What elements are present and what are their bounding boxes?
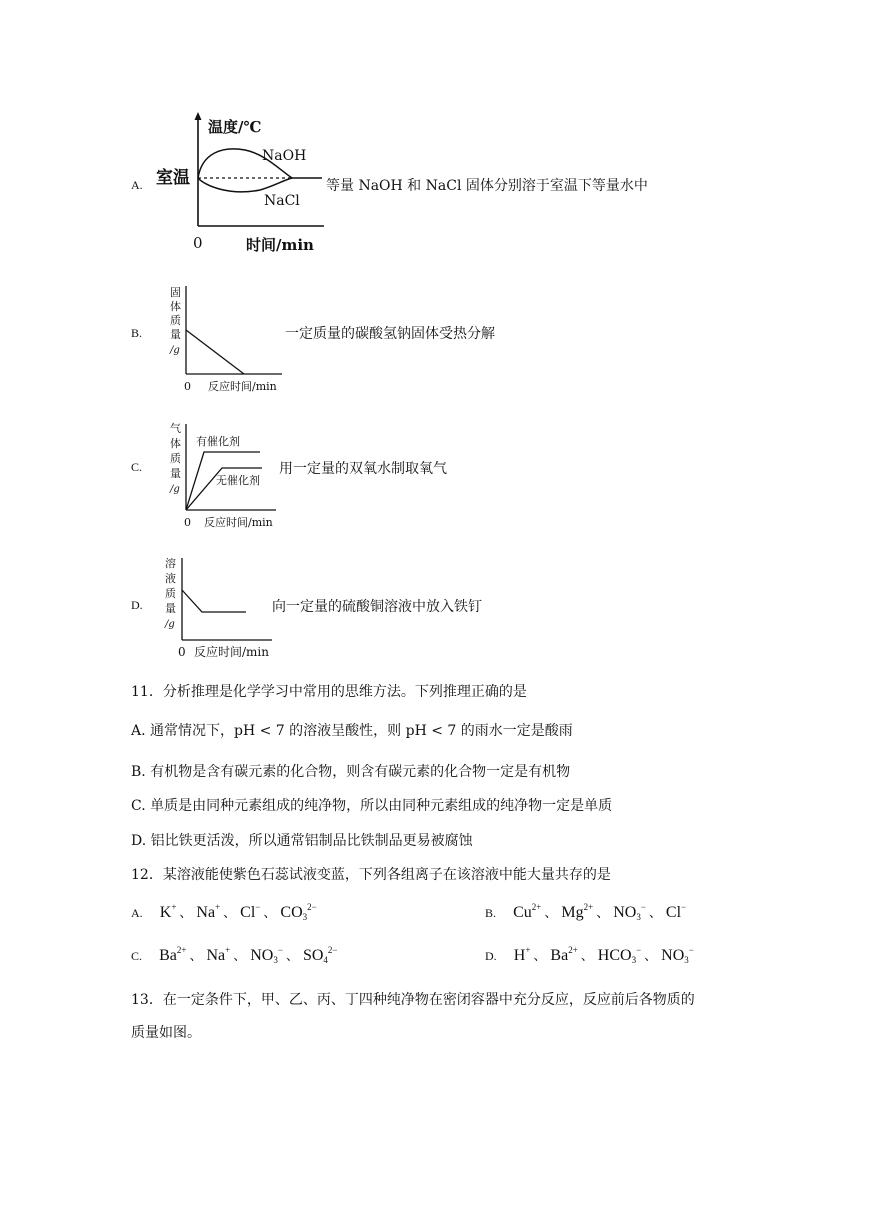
ion-formula: $NO_3^-$ (613, 902, 646, 922)
ion-list (513, 902, 686, 921)
ion-formula: Cl− (240, 902, 261, 921)
y-label-char: 量 (170, 467, 181, 480)
option-b (485, 902, 686, 922)
y-label-char: 溶 (165, 557, 176, 570)
option-letter: D. (485, 949, 497, 963)
option-a: A. 通常情况下，pH < 7 的溶液呈酸性，则 pH < 7 的雨水一定是酸雨 (131, 723, 573, 739)
series-label-catalyst: 有催化剂 (196, 435, 240, 448)
solution-mass-line (182, 590, 246, 612)
origin-label: 0 (184, 380, 191, 393)
question-stem: 12．某溶液能使紫色石蕊试液变蓝，下列各组离子在该溶液中能大量共存的是 (131, 867, 611, 883)
x-axis-label: 反应时间/min (204, 516, 273, 529)
ion-formula: $NO_3^-$ (661, 945, 694, 965)
option-letter: A. (131, 906, 143, 920)
ion-formula: $CO_3^{2-}$ (280, 902, 317, 922)
ion-formula: $Cu^{2+}$ (513, 902, 542, 921)
option-letter: C. (131, 460, 143, 474)
question-stem-line-1: 13．在一定条件下，甲、乙、丙、丁四种纯净物在密闭容器中充分反应，反应前后各物质的 (131, 992, 695, 1008)
option-a (131, 902, 317, 922)
option-c: C. 单质是由同种元素组成的纯净物，所以由同种元素组成的纯净物一定是单质 (131, 798, 613, 814)
option-description: 等量 NaOH 和 NaCl 固体分别溶于室温下等量水中 (326, 178, 648, 194)
ion-formula: $HCO_3^-$ (597, 945, 642, 965)
ion-formula: K+ (159, 902, 177, 921)
option-description: 用一定量的双氧水制取氧气 (279, 461, 447, 477)
x-axis-label: 反应时间/min (208, 380, 277, 393)
option-description: 一定质量的碳酸氢钠固体受热分解 (285, 326, 495, 342)
separator: 、 (285, 949, 299, 964)
separator: 、 (233, 949, 247, 964)
option-d: D. 铝比铁更活泼，所以通常铝制品比铁制品更易被腐蚀 (131, 833, 473, 849)
temperature-chart (150, 108, 330, 258)
separator: 、 (223, 906, 237, 921)
option-description: 向一定量的硫酸铜溶液中放入铁钉 (272, 599, 482, 615)
separator: 、 (644, 949, 658, 964)
y-label-char: 质 (170, 314, 181, 327)
solid-mass-chart (160, 282, 300, 397)
y-label-unit: /g (165, 619, 175, 630)
y-label-char: 液 (165, 572, 176, 585)
option-b: B. 有机物是含有碳元素的化合物，则含有碳元素的化合物一定是有机物 (131, 764, 571, 780)
ion-list (159, 945, 337, 964)
x-axis-label: 反应时间/min (194, 645, 269, 659)
y-label-char: 质 (165, 587, 176, 600)
y-label-char: 气 (170, 422, 181, 435)
ion-formula: Na+ (206, 945, 231, 964)
baseline-label: 室温 (156, 168, 190, 188)
origin-label: 0 (193, 234, 203, 252)
origin-label: 0 (184, 516, 191, 529)
series-label-no-catalyst: 无催化剂 (216, 474, 260, 487)
ion-list (514, 945, 694, 964)
y-axis-arrow (195, 112, 202, 120)
ion-formula: $Ba^{2+}$ (159, 945, 187, 964)
option-letter: B. (485, 906, 497, 920)
x-axis-label: 时间/min (246, 236, 314, 254)
separator: 、 (596, 906, 610, 921)
series-label-nacl: NaCl (264, 193, 300, 209)
option-letter: D. (131, 598, 143, 612)
y-axis-label: 温度/℃ (208, 118, 262, 136)
ion-formula: $Ba^{2+}$ (550, 945, 578, 964)
mass-line (186, 330, 244, 374)
ion-formula: Na+ (196, 902, 221, 921)
solution-mass-chart (160, 552, 280, 662)
y-label-char: 体 (170, 437, 181, 450)
option-c (131, 945, 337, 965)
y-label-char: 体 (170, 300, 181, 313)
ion-formula: $NO_3^-$ (250, 945, 283, 965)
separator: 、 (533, 949, 547, 964)
option-letter: B. (131, 326, 143, 340)
ion-formula: Cl− (665, 902, 687, 921)
ion-formula: H+ (513, 945, 531, 964)
question-stem: 11．分析推理是化学学习中常用的思维方法。下列推理正确的是 (131, 684, 527, 700)
separator: 、 (580, 949, 594, 964)
separator: 、 (544, 906, 558, 921)
option-letter: A. (131, 178, 143, 192)
y-label-char: 固 (170, 286, 181, 299)
y-label-char: 质 (170, 452, 181, 465)
option-letter: C. (131, 949, 143, 963)
ion-formula: $SO_4^{2-}$ (302, 945, 338, 965)
separator: 、 (263, 906, 277, 921)
origin-label: 0 (178, 645, 186, 659)
question-stem-line-2: 质量如图。 (131, 1025, 201, 1041)
nacl-curve (198, 178, 292, 192)
ion-formula: $Mg^{2+}$ (561, 902, 594, 921)
separator: 、 (648, 906, 662, 921)
ion-list (160, 902, 317, 921)
option-d (485, 945, 694, 965)
separator: 、 (189, 949, 203, 964)
y-label-unit: /g (170, 345, 180, 356)
y-label-unit: /g (170, 484, 180, 495)
separator: 、 (179, 906, 193, 921)
series-label-naoh: NaOH (262, 148, 307, 164)
y-label-char: 量 (170, 328, 181, 341)
y-label-char: 量 (165, 602, 176, 615)
gas-mass-chart (160, 418, 290, 530)
